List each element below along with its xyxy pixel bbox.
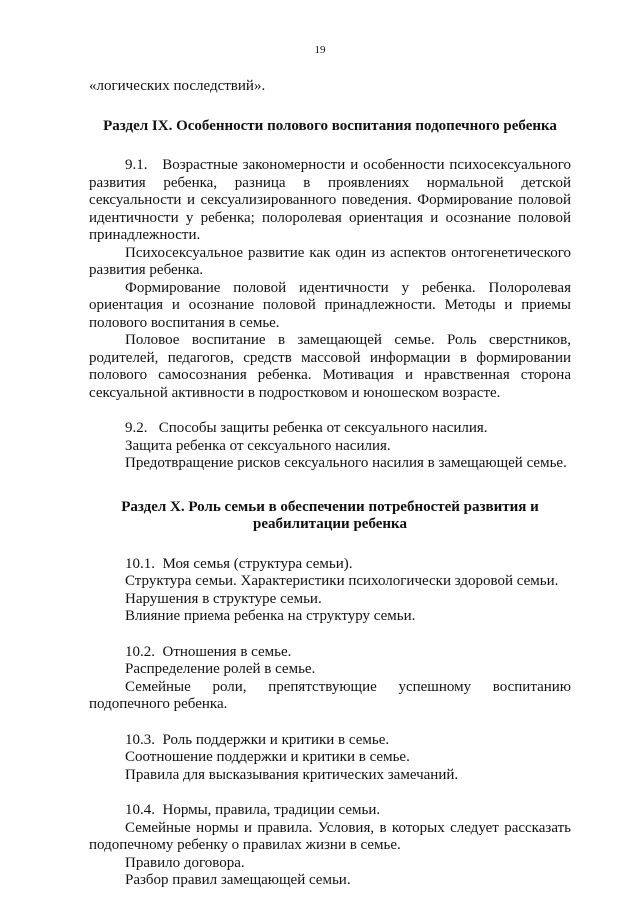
paragraph-9-1: 9.1. Возрастные закономерности и особенности психосексуального развития ребенка, разница в проявлениях нормальной детской сексуальности и сексуализированного поведения. Формирование половой идентичности у ребенка; полоролевая ориентация и осознание половой принадлежности. [89,157,571,243]
paragraph-9-2b: Защита ребенка от сексуального насилия. [125,437,391,454]
paragraph-10-2b: Распределение ролей в семье. [125,661,316,677]
paragraph-10-2: 10.2. Отношения в семье. [125,643,292,660]
paragraph-10-2c: Семейные роли, препятствующие успешному воспитанию подопечного ребенка. [89,678,571,712]
paragraph-9-2: 9.2. Способы защиты ребенка от сексуального насилия. [125,420,488,436]
paragraph-9-1d: Половое воспитание в замещающей семье. Роль сверстников, родителей, педагогов, средств массовой информации в формировании полового самосознания ребенка. Мотивация и нравственная сторона сексуальной активности в подростковом и юношеском возрасте. [89,332,571,401]
paragraph-10-3b: Соотношение поддержки и критики в семье. [125,749,410,765]
opening-line: «логических последствий». [89,78,266,94]
section-10-heading-line1: Раздел X. Роль семьи в обеспечении потребностей развития и [121,498,539,515]
paragraph-10-4b: Семейные нормы и правила. Условия, в которых следует рассказать подопечному ребенку о правилах жизни в семье. [89,819,571,853]
paragraph-10-4: 10.4. Нормы, правила, традиции семьи. [125,802,381,818]
paragraph-10-4c: Правило договора. [125,854,245,871]
section-10-heading-line2: реабилитации ребенка [253,516,407,532]
paragraph-9-1b: Психосексуальное развитие как один из аспектов онтогенетического развития ребенка. [89,244,571,278]
page-number: 19 [314,44,326,56]
paragraph-10-3c: Правила для высказывания критических замечаний. [125,766,459,783]
paragraph-10-4d: Разбор правил замещающей семьи. [125,872,351,888]
paragraph-10-1b: Структура семьи. Характеристики психологически здоровой семьи. [125,573,559,589]
paragraph-10-3: 10.3. Роль поддержки и критики в семье. [125,731,390,748]
paragraph-10-1d: Влияние приема ребенка на структуру семьи. [125,608,416,624]
paragraph-9-2c: Предотвращение рисков сексуального насилия в замещающей семье. [125,455,567,471]
paragraph-10-1c: Нарушения в структуре семьи. [125,590,322,607]
paragraph-10-1: 10.1. Моя семья (структура семьи). [125,555,353,572]
document-body [89,78,571,890]
section-9-heading: Раздел IX. Особенности полового воспитания подопечного ребенка [103,117,557,134]
paragraph-9-1c: Формирование половой идентичности у ребенка. Полоролевая ориентация и осознание половой принадлежности. Методы и приемы полового воспитания в семье. [89,279,571,331]
